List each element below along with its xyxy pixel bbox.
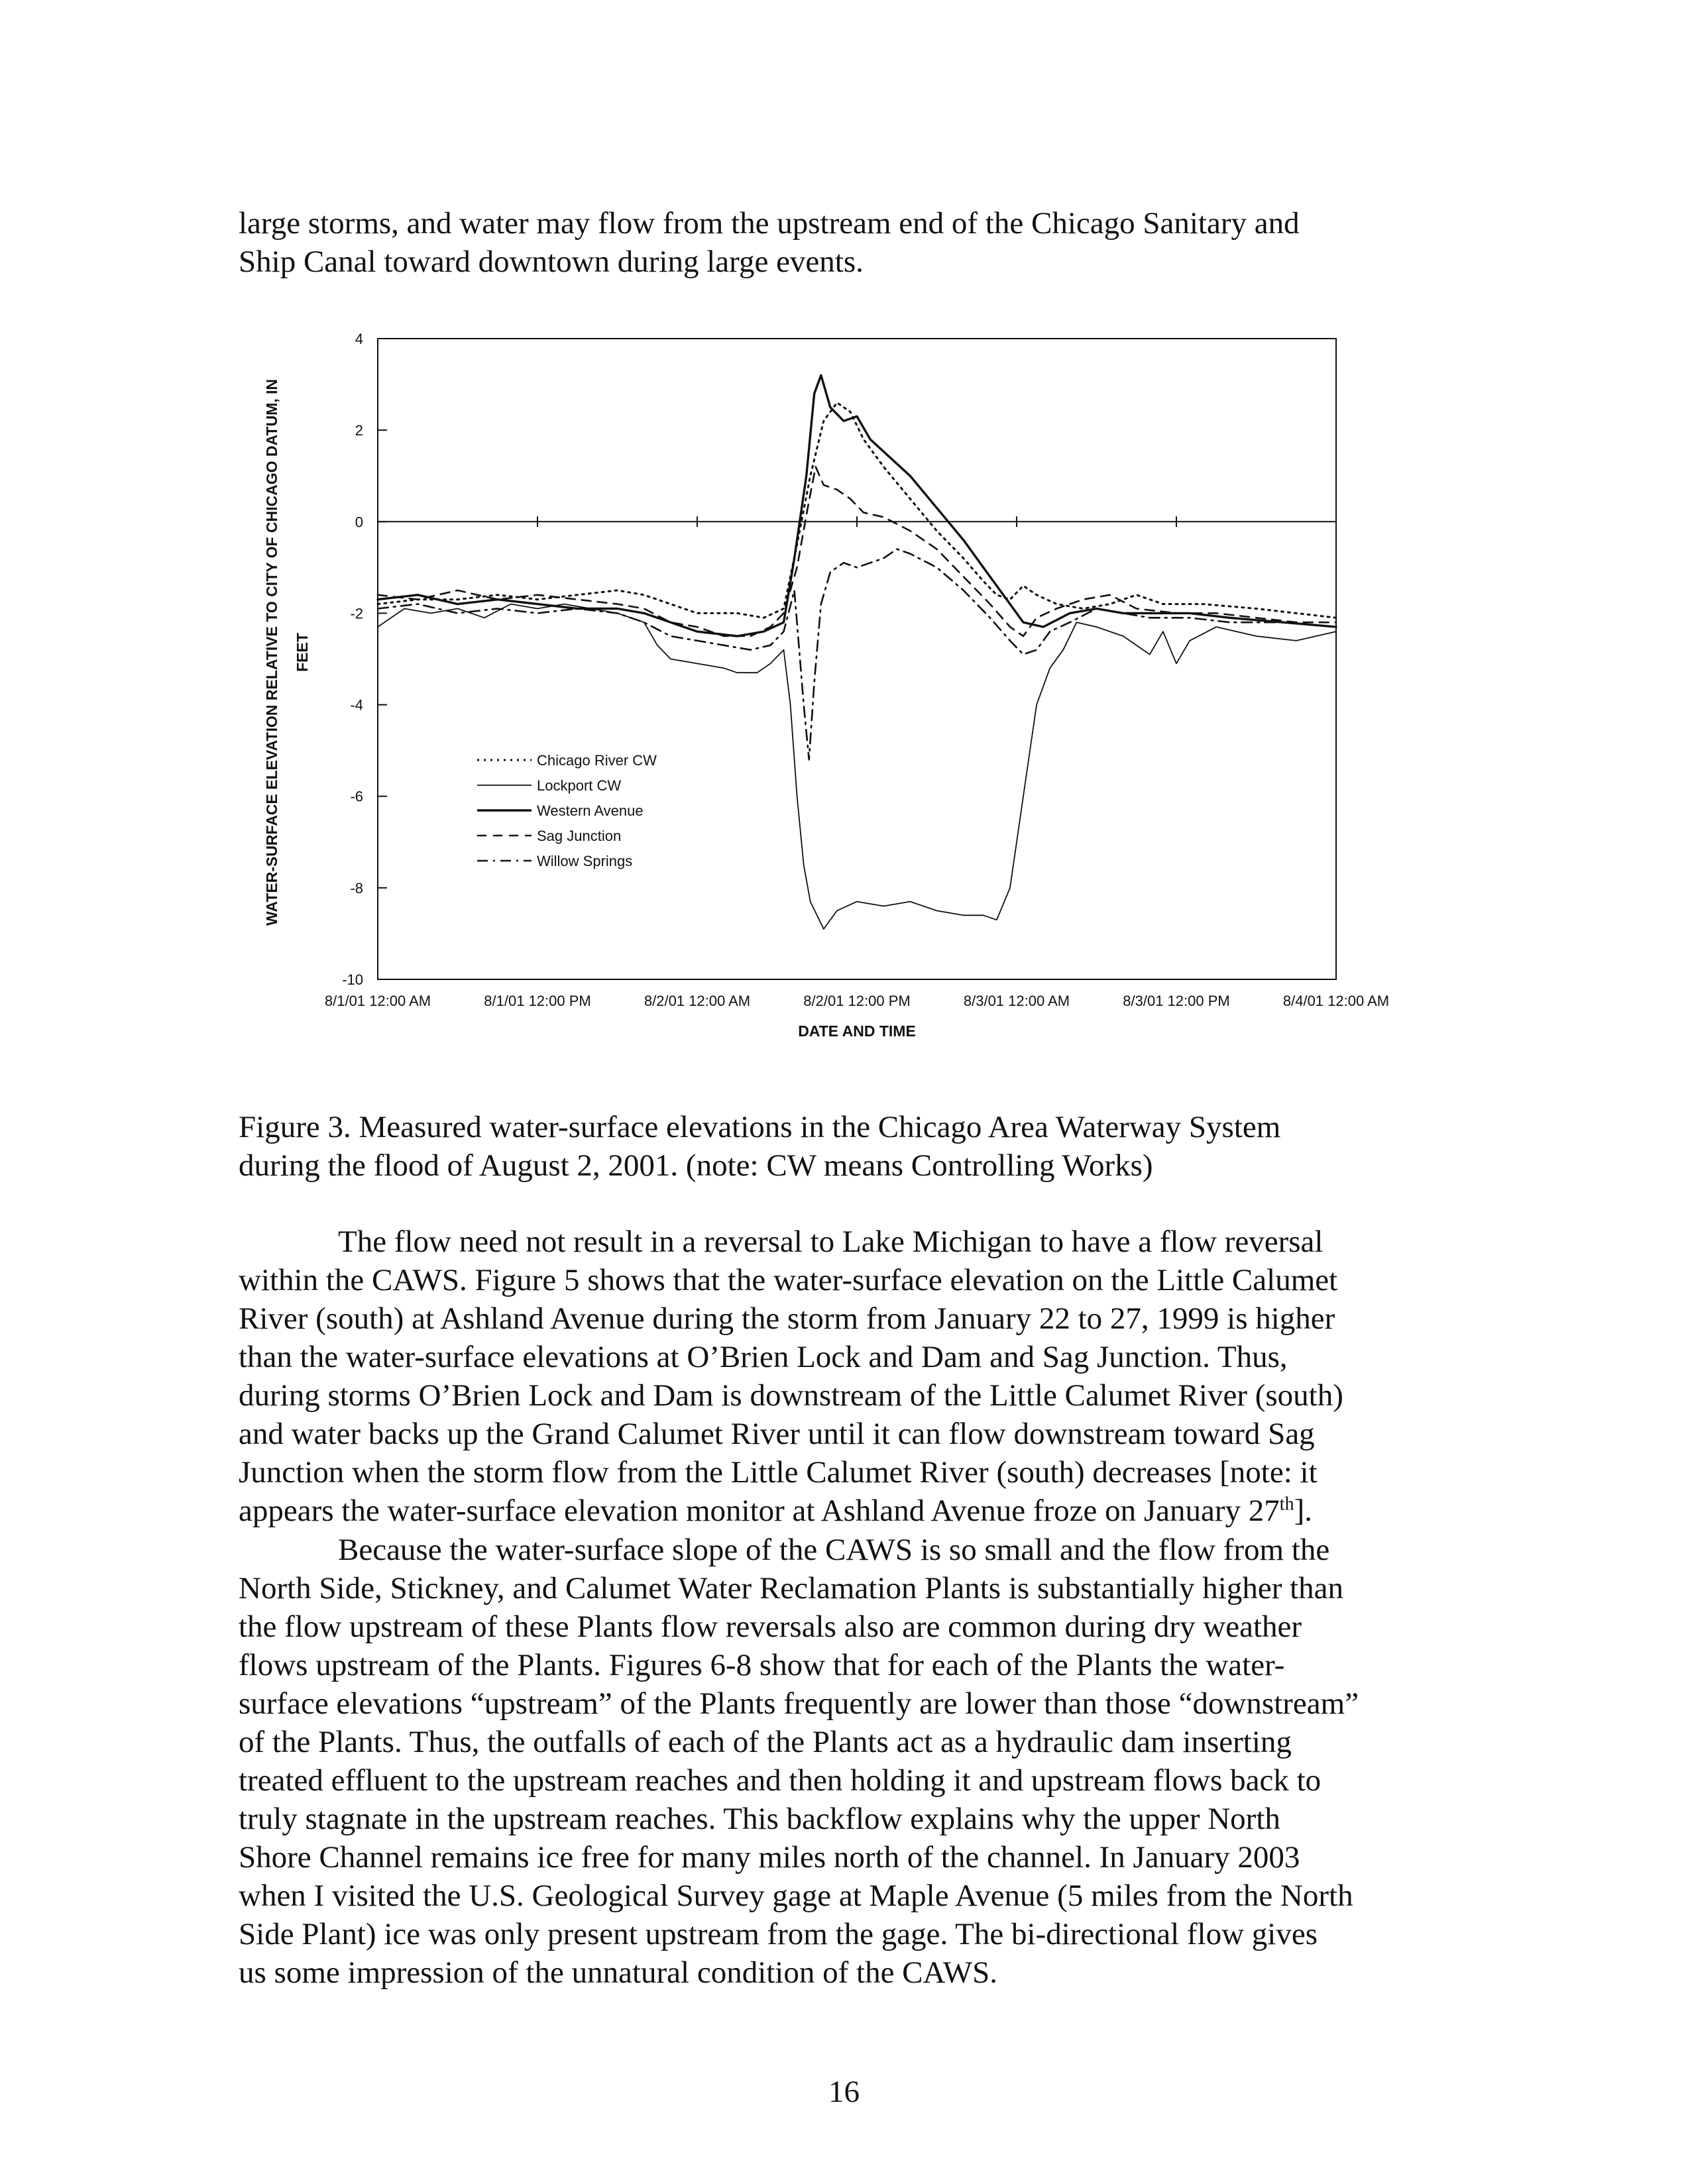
text-line: and water backs up the Grand Calumet River until it can flow downstream toward Sag <box>239 1417 1315 1451</box>
series-line-lockport-cw <box>378 604 1336 929</box>
y-axis-title-line: FEET <box>294 633 311 672</box>
chart-legend <box>477 752 657 869</box>
x-axis-title: DATE AND TIME <box>798 1022 916 1040</box>
text-line: within the CAWS. Figure 5 shows that the water-surface elevation on the Little Calumet <box>239 1263 1338 1297</box>
legend-label: Lockport CW <box>537 777 622 794</box>
legend-label: Western Avenue <box>537 802 644 819</box>
x-tick-label: 8/1/01 12:00 AM <box>324 993 431 1009</box>
text-line: The flow need not result in a reversal to Lake Michigan to have a flow reversal <box>338 1225 1323 1259</box>
caption-line: Figure 3. Measured water-surface elevations in the Chicago Area Waterway System <box>239 1110 1281 1144</box>
legend-label: Willow Springs <box>537 853 633 869</box>
x-tick-label: 8/2/01 12:00 AM <box>644 993 751 1009</box>
series-line-chicago-river-cw <box>378 403 1336 618</box>
text-line: River (south) at Ashland Avenue during the storm from January 22 to 27, 1999 is higher <box>239 1301 1335 1336</box>
text-line: during storms O’Brien Lock and Dam is downstream of the Little Calumet River (south) <box>239 1378 1343 1413</box>
body-paragraph-1 <box>239 1223 1445 1530</box>
text-line: Junction when the storm flow from the Little Calumet River (south) decreases [note: it <box>239 1455 1318 1490</box>
y-tick-label: 2 <box>355 422 363 439</box>
caption-line: during the flood of August 2, 2001. (note: CW means Controlling Works) <box>239 1148 1153 1183</box>
text-line: surface elevations “upstream” of the Plants frequently are lower than those “downstream” <box>239 1686 1359 1721</box>
series-lines <box>378 375 1336 929</box>
y-tick-label: -4 <box>350 696 363 714</box>
y-tick-label: 4 <box>355 331 363 347</box>
x-tick-label: 8/3/01 12:00 PM <box>1123 993 1230 1009</box>
series-line-willow-springs <box>378 549 1336 760</box>
body-paragraph-2 <box>239 1531 1445 1992</box>
text-line: North Side, Stickney, and Calumet Water Reclamation Plants is substantially higher than <box>239 1571 1344 1606</box>
text-line: when I visited the U.S. Geological Survey gage at Maple Avenue (5 miles from the North <box>239 1879 1353 1913</box>
x-tick-label: 8/4/01 12:00 AM <box>1282 993 1390 1009</box>
text-line: Shore Channel remains ice free for many miles north of the channel. In January 2003 <box>239 1840 1300 1875</box>
legend-label: Chicago River CW <box>537 752 657 769</box>
y-axis-title-line: WATER-SURFACE ELEVATION RELATIVE TO CITY OF CHICAGO DATUM, IN <box>263 378 280 926</box>
plot-area <box>378 339 1336 979</box>
text-line: flows upstream of the Plants. Figures 6-8 show that for each of the Plants the water- <box>239 1648 1285 1682</box>
page-number: 16 <box>828 2075 860 2109</box>
text-line: truly stagnate in the upstream reaches. This backflow explains why the upper North <box>239 1802 1280 1836</box>
text-line: Because the water-surface slope of the CAWS is so small and the flow from the <box>338 1533 1330 1567</box>
text-line: than the water-surface elevations at O’Brien Lock and Dam and Sag Junction. Thus, <box>239 1340 1288 1374</box>
text-line-last <box>239 1492 1445 1530</box>
text-line: Side Plant) ice was only present upstream from the gage. The bi-directional flow gives <box>239 1917 1318 1951</box>
superscript: th <box>1279 1494 1294 1515</box>
y-tick-label: -10 <box>342 971 363 988</box>
plot-border <box>378 339 1336 979</box>
x-axis-ticks <box>325 516 1389 1009</box>
text-run: ]. <box>1294 1494 1312 1528</box>
text-line: Ship Canal toward downtown during large events. <box>239 245 864 279</box>
x-tick-label: 8/3/01 12:00 AM <box>963 993 1070 1009</box>
text-line: the flow upstream of these Plants flow reversals also are common during dry weather <box>239 1610 1302 1644</box>
y-tick-label: -8 <box>350 879 363 897</box>
figure-caption <box>239 1108 1445 1185</box>
text-run: appears the water-surface elevation monitor at Ashland Avenue froze on January 27 <box>239 1494 1280 1528</box>
y-tick-label: 0 <box>355 514 363 531</box>
x-tick-label: 8/2/01 12:00 PM <box>803 993 911 1009</box>
x-tick-label: 8/1/01 12:00 PM <box>484 993 591 1009</box>
y-axis-ticks <box>342 331 387 988</box>
figure-3-chart <box>0 0 1688 1073</box>
legend-label: Sag Junction <box>537 828 622 844</box>
text-line: of the Plants. Thus, the outfalls of each of the Plants act as a hydraulic dam inserting <box>239 1725 1292 1759</box>
y-tick-label: -6 <box>350 788 363 805</box>
text-line: us some impression of the unnatural condition of the CAWS. <box>239 1955 997 1990</box>
text-line: large storms, and water may flow from the upstream end of the Chicago Sanitary and <box>239 206 1300 241</box>
text-line: treated effluent to the upstream reaches and then holding it and upstream flows back to <box>239 1763 1322 1798</box>
y-tick-label: -2 <box>350 605 363 622</box>
